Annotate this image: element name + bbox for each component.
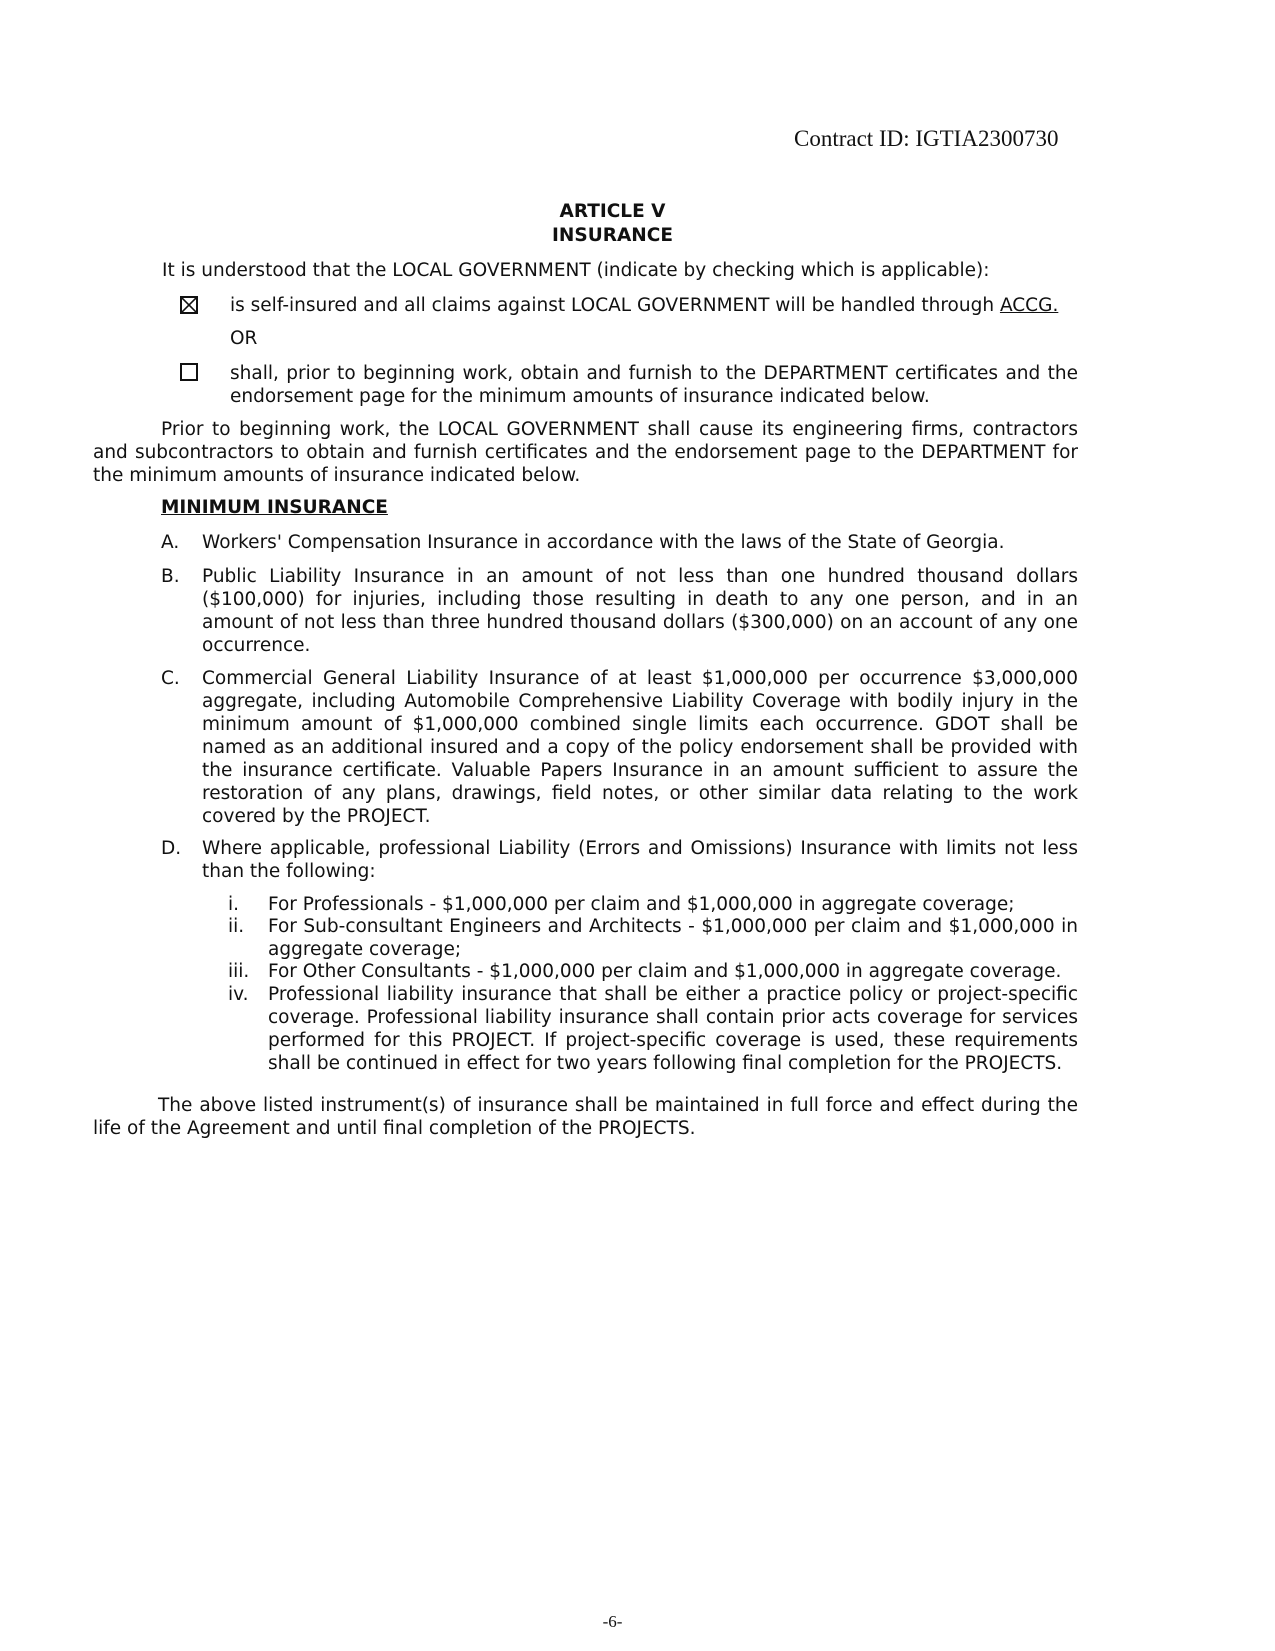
article-heading: [0, 200, 1225, 248]
subitem-marker: iii.: [228, 961, 250, 982]
list-item-public-liability: Public Liability Insurance in an amount of not less than one hundred thousand dollars ($100,000) for injuries, including those resulting in death to any one person, and in an amount of not less than three hundred thousand dollars ($300,000) on an account of any one occurrence.: [202, 566, 1078, 656]
subitem-other-consultants: For Other Consultants - $1,000,000 per claim and $1,000,000 in aggregate coverage.: [268, 961, 1062, 982]
subitem-sub-consultants: For Sub-consultant Engineers and Architects - $1,000,000 per claim and $1,000,000 in aggregate coverage;: [268, 916, 1078, 960]
item-marker: A.: [161, 532, 180, 553]
prior-paragraph: Prior to beginning work, the LOCAL GOVERNMENT shall cause its engineering firms, contractors and subcontractors to obtain and furnish certificates and the endorsement page to the DEPARTMENT for the minimum amounts of insurance indicated below.: [93, 419, 1078, 486]
option-self-insured-text: is self-insured and all claims against LOCAL GOVERNMENT will be handled through: [230, 295, 1000, 316]
self-insured-checkbox[interactable]: [180, 296, 198, 314]
article-number: ARTICLE V: [559, 201, 666, 222]
item-marker: C.: [161, 668, 180, 689]
list-item-general-liability: Commercial General Liability Insurance of at least $1,000,000 per occurrence $3,000,000 aggregate, including Automobile Comprehensive Liability Coverage with bodily injury in the minimum amount of $1,000,000 combined single limits each occurrence. GDOT shall be named as an additional insured and a copy of the policy endorsement shall be provided with the insurance certificate. Valuable Papers Insurance in an amount sufficient to assure the restoration of any plans, drawings, field notes, or other similar data relating to the work covered by the PROJECT.: [202, 668, 1078, 827]
or-text: OR: [230, 328, 258, 349]
article-title: INSURANCE: [552, 225, 673, 246]
contract-id: Contract ID: IGTIA2300730: [794, 126, 1059, 151]
item-marker: D.: [161, 838, 182, 859]
option-self-insured: [230, 294, 1080, 317]
list-item-workers-comp: Workers' Compensation Insurance in accordance with the laws of the State of Georgia.: [202, 532, 1005, 553]
obtain-insurance-checkbox[interactable]: [180, 363, 198, 381]
subitem-professionals: For Professionals - $1,000,000 per claim and $1,000,000 in aggregate coverage;: [268, 894, 1015, 915]
item-marker: B.: [161, 566, 180, 587]
subitem-practice-policy: Professional liability insurance that shall be either a practice policy or project-specific coverage. Professional liability insurance shall contain prior acts coverage for services performed for this PROJECT. If project-specific coverage is used, these requirements shall be continued in effect for two years following final completion for the PROJECTS.: [268, 984, 1078, 1074]
minimum-insurance-heading: MINIMUM INSURANCE: [161, 497, 388, 518]
subitem-marker: i.: [228, 894, 240, 915]
closing-paragraph: The above listed instrument(s) of insurance shall be maintained in full force and effect during the life of the Agreement and until final completion of the PROJECTS.: [93, 1095, 1078, 1139]
subitem-marker: iv.: [228, 984, 249, 1005]
intro-text: It is understood that the LOCAL GOVERNMENT (indicate by checking which is applicable):: [162, 260, 990, 281]
page-number: -6-: [602, 1612, 623, 1631]
option-obtain-insurance: shall, prior to beginning work, obtain and furnish to the DEPARTMENT certificates and the endorsement page for the minimum amounts of insurance indicated below.: [230, 363, 1078, 407]
accg-underlined: ACCG.: [999, 295, 1059, 316]
list-item-professional-liability: Where applicable, professional Liability (Errors and Omissions) Insurance with limits not less than the following:: [202, 838, 1078, 882]
checked-x-icon: [182, 298, 196, 312]
subitem-marker: ii.: [228, 916, 245, 937]
